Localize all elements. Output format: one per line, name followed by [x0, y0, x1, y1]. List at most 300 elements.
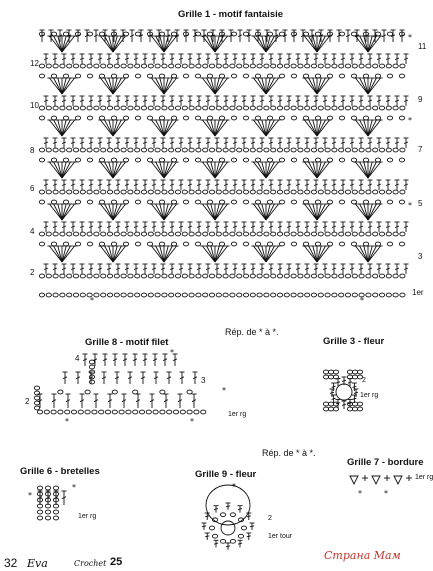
fan-stitch-symbol [309, 120, 317, 136]
fan-stitch-symbol [360, 162, 368, 178]
chain-stitch-symbol [87, 190, 92, 194]
chain-stitch-symbol [318, 64, 323, 68]
chain-stitch-symbol [169, 148, 174, 152]
chain-stitch-symbol [189, 64, 194, 68]
chain-stitch-symbol [173, 410, 178, 414]
chain-stitch-symbol [80, 293, 85, 297]
grid-3-title: Grille 3 - fleur [323, 336, 385, 347]
chain-stitch-symbol [201, 410, 206, 414]
chain-stitch-symbol [363, 74, 368, 78]
repeat-marker: * [190, 417, 194, 426]
chain-stitch-symbol [87, 116, 92, 120]
chain-stitch-symbol [63, 200, 68, 204]
chain-stitch-symbol [111, 200, 116, 204]
chain-stitch-symbol [75, 116, 80, 120]
chain-stitch-symbol [99, 158, 104, 162]
repeat-marker: * [408, 201, 412, 210]
chain-stitch-symbol [339, 158, 344, 162]
repeat-marker: * [170, 348, 174, 357]
chain-stitch-symbol [73, 293, 78, 297]
chain-stitch-symbol [147, 116, 152, 120]
chain-stitch-symbol [325, 274, 330, 278]
chain-stitch-symbol [216, 190, 221, 194]
chain-stitch-symbol [359, 190, 364, 194]
chain-stitch-symbol [373, 293, 378, 297]
chain-stitch-symbol [53, 516, 58, 520]
chain-stitch-symbol [159, 200, 164, 204]
chain-stitch-symbol [277, 64, 282, 68]
chain-stitch-symbol [39, 158, 44, 162]
chain-stitch-symbol [135, 116, 140, 120]
chain-stitch-symbol [279, 200, 284, 204]
flower-center-ring [221, 521, 235, 535]
chain-stitch-symbol [250, 106, 255, 110]
chain-stitch-symbol [87, 232, 92, 236]
chain-stitch-symbol [153, 410, 158, 414]
chain-stitch-symbol [34, 406, 39, 410]
chain-stitch-symbol [400, 106, 405, 110]
chain-stitch-symbol [212, 534, 217, 538]
chain-stitch-symbol [352, 64, 357, 68]
chain-stitch-symbol [345, 190, 350, 194]
chain-stitch-symbol [223, 106, 228, 110]
row-number: 3 [201, 376, 206, 385]
stitch-cross-bar [226, 546, 230, 547]
chain-stitch-symbol [243, 242, 248, 246]
chain-stitch-symbol [311, 190, 316, 194]
chain-stitch-symbol [255, 158, 260, 162]
chain-stitch-symbol [216, 148, 221, 152]
chain-stitch-symbol [264, 106, 269, 110]
chain-stitch-symbol [291, 274, 296, 278]
chain-stitch-symbol [277, 232, 282, 236]
chain-stitch-symbol [99, 242, 104, 246]
chain-stitch-symbol [277, 148, 282, 152]
fan-stitch-symbol [266, 78, 274, 94]
chain-stitch-symbol [39, 232, 44, 236]
chain-stitch-symbol [182, 232, 187, 236]
chain-stitch-symbol [46, 232, 51, 236]
chain-stitch-symbol [209, 232, 214, 236]
chain-stitch-symbol [359, 106, 364, 110]
chain-stitch-symbol [219, 158, 224, 162]
chain-stitch-symbol [148, 232, 153, 236]
chain-stitch-symbol [196, 106, 201, 110]
chain-stitch-symbol [63, 158, 68, 162]
chain-stitch-symbol [219, 242, 224, 246]
chain-stitch-symbol [298, 190, 303, 194]
row-number: 2 [25, 397, 30, 406]
chain-stitch-symbol [243, 148, 248, 152]
chain-stitch-symbol [351, 74, 356, 78]
chain-stitch-symbol [237, 106, 242, 110]
chain-stitch-symbol [203, 148, 208, 152]
chain-stitch-symbol [393, 274, 398, 278]
chain-stitch-symbol [80, 232, 85, 236]
fan-stitch-symbol [156, 246, 164, 262]
chain-stitch-symbol [126, 410, 131, 414]
chain-stitch-symbol [220, 513, 225, 517]
chain-stitch-symbol [250, 274, 255, 278]
chain-stitch-symbol [209, 106, 214, 110]
chain-stitch-symbol [298, 293, 303, 297]
fan-stitch-symbol [62, 120, 70, 136]
chain-stitch-symbol [87, 242, 92, 246]
chain-stitch-symbol [325, 190, 330, 194]
stitch-cross-bar [202, 526, 206, 527]
chain-stitch-symbol [209, 190, 214, 194]
chain-stitch-symbol [303, 116, 308, 120]
chain-stitch-symbol [332, 293, 337, 297]
chain-stitch-symbol [351, 32, 356, 36]
chain-stitch-symbol [148, 293, 153, 297]
chain-stitch-symbol [148, 274, 153, 278]
chain-stitch-symbol [271, 64, 276, 68]
grid-7-chart [350, 475, 412, 498]
chain-stitch-symbol [264, 274, 269, 278]
chain-stitch-symbol [162, 106, 167, 110]
chain-stitch-symbol [311, 232, 316, 236]
chain-stitch-symbol [160, 390, 165, 394]
chain-stitch-symbol [67, 232, 72, 236]
fan-stitch-symbol [258, 246, 266, 262]
chain-stitch-symbol [373, 274, 378, 278]
chain-stitch-symbol [155, 190, 160, 194]
chain-stitch-symbol [332, 274, 337, 278]
fan-stitch-symbol [207, 120, 215, 136]
chain-stitch-symbol [357, 370, 362, 374]
chain-stitch-symbol [85, 390, 90, 394]
chain-stitch-symbol [291, 232, 296, 236]
chain-stitch-symbol [207, 200, 212, 204]
chain-stitch-symbol [133, 390, 138, 394]
chain-stitch-symbol [345, 232, 350, 236]
chain-stitch-symbol [291, 158, 296, 162]
fan-stitch-symbol [266, 162, 274, 178]
chain-stitch-symbol [114, 106, 119, 110]
chain-stitch-symbol [279, 32, 284, 36]
chain-stitch-symbol [325, 64, 330, 68]
chain-stitch-symbol [237, 232, 242, 236]
chain-stitch-symbol [305, 106, 310, 110]
chain-stitch-symbol [128, 148, 133, 152]
chain-stitch-symbol [327, 242, 332, 246]
chain-stitch-symbol [189, 106, 194, 110]
chain-stitch-symbol [400, 274, 405, 278]
chain-stitch-symbol [238, 534, 243, 538]
chain-stitch-symbol [183, 200, 188, 204]
stitch-cross-bar [205, 536, 209, 537]
chain-stitch-symbol [34, 386, 39, 390]
chain-stitch-symbol [196, 232, 201, 236]
chain-stitch-symbol [63, 116, 68, 120]
chain-stitch-symbol [284, 148, 289, 152]
fan-stitch-symbol [62, 78, 70, 94]
chain-stitch-symbol [345, 293, 350, 297]
chain-stitch-symbol [323, 370, 328, 374]
chain-stitch-symbol [58, 390, 63, 394]
chain-stitch-symbol [183, 74, 188, 78]
chain-stitch-symbol [399, 116, 404, 120]
chain-stitch-symbol [339, 190, 344, 194]
chain-stitch-symbol [159, 242, 164, 246]
chain-stitch-symbol [323, 402, 328, 406]
chain-stitch-symbol [80, 274, 85, 278]
chain-stitch-symbol [114, 232, 119, 236]
chain-stitch-symbol [339, 293, 344, 297]
chain-stitch-symbol [257, 106, 262, 110]
chain-stitch-symbol [339, 148, 344, 152]
stitch-cross-bar [336, 382, 340, 383]
chain-stitch-symbol [216, 64, 221, 68]
stitch-cross-bar [238, 508, 242, 509]
chain-stitch-symbol [209, 293, 214, 297]
fan-stitch-symbol [317, 204, 325, 220]
chain-stitch-symbol [39, 274, 44, 278]
fan-stitch-symbol [207, 162, 215, 178]
chain-stitch-symbol [393, 148, 398, 152]
chain-stitch-symbol [291, 148, 296, 152]
chain-stitch-symbol [89, 380, 94, 384]
page-number: 32 [4, 556, 18, 570]
chain-stitch-symbol [352, 190, 357, 194]
fan-stitch-symbol [215, 78, 223, 94]
chain-stitch-symbol [243, 190, 248, 194]
fan-stitch-symbol [258, 36, 266, 52]
chain-stitch-symbol [345, 64, 350, 68]
chain-stitch-symbol [230, 148, 235, 152]
chain-stitch-symbol [169, 274, 174, 278]
chain-stitch-symbol [80, 148, 85, 152]
chain-stitch-symbol [267, 158, 272, 162]
chain-stitch-symbol [298, 64, 303, 68]
chain-stitch-symbol [135, 158, 140, 162]
fan-stitch-symbol [368, 120, 376, 136]
chain-stitch-symbol [255, 74, 260, 78]
chain-stitch-symbol [255, 200, 260, 204]
chain-stitch-symbol [352, 402, 357, 406]
chain-stitch-symbol [99, 410, 104, 414]
chain-stitch-symbol [230, 190, 235, 194]
chain-stitch-symbol [400, 148, 405, 152]
chain-stitch-symbol [359, 148, 364, 152]
fan-stitch-symbol [317, 162, 325, 178]
fan-stitch-symbol [258, 78, 266, 94]
chain-stitch-symbol [169, 106, 174, 110]
chain-stitch-symbol [207, 242, 212, 246]
chain-stitch-symbol [73, 274, 78, 278]
chain-stitch-symbol [339, 116, 344, 120]
chain-stitch-symbol [352, 232, 357, 236]
chain-stitch-symbol [162, 190, 167, 194]
chain-stitch-symbol [75, 242, 80, 246]
chain-stitch-symbol [63, 242, 68, 246]
chain-stitch-symbol [78, 410, 83, 414]
row-number: 3 [418, 252, 423, 261]
chain-stitch-symbol [194, 410, 199, 414]
chain-stitch-symbol [291, 242, 296, 246]
chain-stitch-symbol [187, 390, 192, 394]
stitch-cross-bar [238, 543, 242, 544]
chain-stitch-symbol [366, 232, 371, 236]
chain-stitch-symbol [128, 190, 133, 194]
chain-stitch-symbol [99, 200, 104, 204]
chain-stitch-symbol [53, 64, 58, 68]
chain-stitch-symbol [87, 64, 92, 68]
repeat-instruction: Rép. de * à *. [225, 327, 279, 337]
chain-stitch-symbol [121, 64, 126, 68]
chain-stitch-symbol [203, 274, 208, 278]
chain-stitch-symbol [121, 293, 126, 297]
chain-stitch-symbol [189, 190, 194, 194]
fan-stitch-symbol [258, 162, 266, 178]
chain-stitch-symbol [305, 274, 310, 278]
chain-stitch-symbol [339, 232, 344, 236]
chain-stitch-symbol [351, 158, 356, 162]
fan-stitch-symbol [317, 120, 325, 136]
chain-stitch-symbol [37, 510, 42, 514]
chain-stitch-symbol [114, 148, 119, 152]
repeat-marker: * [90, 296, 94, 305]
chain-stitch-symbol [250, 232, 255, 236]
chain-stitch-symbol [209, 64, 214, 68]
chain-stitch-symbol [175, 64, 180, 68]
grid-6-chart [28, 483, 76, 520]
chain-stitch-symbol [53, 486, 58, 490]
chain-stitch-symbol [73, 190, 78, 194]
chain-stitch-symbol [53, 293, 58, 297]
chain-stitch-symbol [155, 148, 160, 152]
chain-stitch-symbol [39, 64, 44, 68]
chain-stitch-symbol [400, 190, 405, 194]
chain-stitch-symbol [373, 64, 378, 68]
chain-stitch-symbol [39, 293, 44, 297]
chain-stitch-symbol [175, 293, 180, 297]
chain-stitch-symbol [175, 232, 180, 236]
grid-1-title: Grille 1 - motif fantaisie [178, 9, 284, 20]
fan-stitch-symbol [207, 78, 215, 94]
chain-stitch-symbol [305, 232, 310, 236]
stitch-cross-bar [332, 386, 336, 387]
chain-stitch-symbol [373, 148, 378, 152]
chain-stitch-symbol [373, 190, 378, 194]
chain-stitch-symbol [277, 293, 282, 297]
chain-stitch-symbol [216, 274, 221, 278]
chain-stitch-symbol [230, 274, 235, 278]
chain-stitch-symbol [101, 64, 106, 68]
fan-stitch-symbol [215, 120, 223, 136]
stitch-cross-bar [205, 516, 209, 517]
chain-stitch-symbol [223, 64, 228, 68]
fan-stitch-symbol [368, 162, 376, 178]
fan-stitch-symbol [266, 120, 274, 136]
chain-stitch-symbol [366, 293, 371, 297]
repeat-marker: * [384, 489, 388, 498]
chain-stitch-symbol [182, 106, 187, 110]
chain-stitch-symbol [189, 293, 194, 297]
chain-stitch-symbol [264, 293, 269, 297]
chain-stitch-symbol [46, 293, 51, 297]
chain-stitch-symbol [387, 158, 392, 162]
chain-stitch-symbol [34, 391, 39, 395]
chain-stitch-symbol [128, 106, 133, 110]
chain-stitch-symbol [87, 148, 92, 152]
chain-stitch-symbol [155, 293, 160, 297]
chain-stitch-symbol [73, 64, 78, 68]
repeat-marker: * [360, 296, 364, 305]
chain-stitch-symbol [121, 190, 126, 194]
repeat-marker: * [28, 491, 32, 500]
round-label: 1er tour [268, 533, 293, 540]
chain-stitch-symbol [67, 190, 72, 194]
grid-8-chart [34, 348, 226, 426]
chain-stitch-symbol [45, 516, 50, 520]
chain-stitch-symbol [51, 242, 56, 246]
chain-stitch-symbol [128, 232, 133, 236]
chain-stitch-symbol [393, 64, 398, 68]
chain-stitch-symbol [60, 190, 65, 194]
fan-stitch-symbol [62, 204, 70, 220]
chain-stitch-symbol [400, 232, 405, 236]
chain-stitch-symbol [107, 232, 112, 236]
fan-stitch-symbol [207, 246, 215, 262]
chain-stitch-symbol [332, 232, 337, 236]
chain-stitch-symbol [171, 116, 176, 120]
chain-stitch-symbol [387, 74, 392, 78]
chain-stitch-symbol [305, 190, 310, 194]
chain-stitch-symbol [162, 64, 167, 68]
chain-stitch-symbol [339, 274, 344, 278]
chain-stitch-symbol [75, 74, 80, 78]
chain-stitch-symbol [175, 274, 180, 278]
row-label: 1er rg [78, 513, 97, 520]
chain-stitch-symbol [195, 74, 200, 78]
chain-stitch-symbol [148, 148, 153, 152]
stitch-cross-bar [247, 536, 251, 537]
chain-stitch-symbol [325, 148, 330, 152]
chain-stitch-symbol [159, 158, 164, 162]
fan-stitch-symbol [360, 78, 368, 94]
chain-stitch-symbol [148, 64, 153, 68]
chain-stitch-symbol [58, 410, 63, 414]
chain-stitch-symbol [264, 64, 269, 68]
chain-stitch-symbol [386, 64, 391, 68]
grid-9-chart [202, 482, 255, 550]
fan-stitch-symbol [113, 162, 121, 178]
chain-stitch-symbol [243, 106, 248, 110]
chain-stitch-symbol [189, 148, 194, 152]
chain-stitch-symbol [255, 116, 260, 120]
row-label: 1er rg [228, 411, 247, 418]
chain-stitch-symbol [379, 106, 384, 110]
stitch-cross-bar [330, 392, 334, 393]
chain-stitch-symbol [230, 513, 235, 517]
chain-stitch-symbol [171, 242, 176, 246]
chain-stitch-symbol [207, 32, 212, 36]
fan-stitch-symbol [360, 204, 368, 220]
chain-stitch-symbol [139, 410, 144, 414]
chain-stitch-symbol [169, 64, 174, 68]
chain-stitch-symbol [257, 232, 262, 236]
chain-stitch-symbol [325, 106, 330, 110]
chain-stitch-symbol [399, 158, 404, 162]
stitch-cross-bar [352, 398, 356, 399]
chain-stitch-symbol [141, 148, 146, 152]
chain-stitch-symbol [351, 242, 356, 246]
chain-stitch-symbol [277, 106, 282, 110]
chain-stitch-symbol [257, 293, 262, 297]
chain-stitch-symbol [231, 158, 236, 162]
